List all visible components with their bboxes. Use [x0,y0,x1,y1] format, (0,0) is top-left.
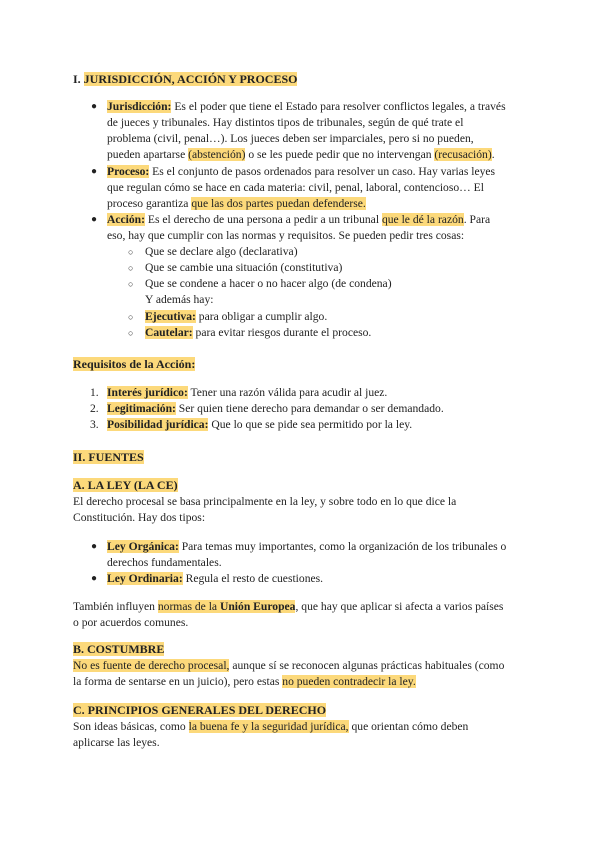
ley-line-2: Constitución. Hay dos tipos: [73,511,206,524]
ley-ordinaria-line: Ley Ordinaria: Regula el resto de cuestiones. [107,572,324,585]
sub-bullet-constitutiva: ○ [128,263,134,273]
accion-ejecutiva: Ejecutiva: para obligar a cumplir algo. [145,310,328,323]
accion-cautelar: Cautelar: para evitar riesgos durante el proceso. [145,326,372,339]
subsection-a-heading: A. LA LEY (LA CE) [73,478,178,492]
section-2-heading: II. FUENTES [73,450,144,464]
sub-bullet-cautelar: ○ [128,328,134,338]
requisito-posibilidad-juridica: Posibilidad jurídica: Que lo que se pide sea permitido por la ley. [107,418,413,431]
requisito-interes-juridico: Interés jurídico: Tener una razón válida para acudir al juez. [107,386,388,399]
sub-bullet-condena: ○ [128,279,134,289]
proceso-line-3: proceso garantiza que las dos partes puedan defenderse. [107,197,366,210]
bullet-proceso: ● [91,166,98,177]
requisito-2-number: 2. [90,402,99,415]
subsection-c-heading: C. PRINCIPIOS GENERALES DEL DERECHO [73,703,327,717]
principios-line-2: aplicarse las leyes. [73,736,160,749]
jurisdiccion-line-4: pueden apartarse (abstención) o se les puede pedir que no intervengan (recusación). [107,148,495,161]
sub-bullet-declarativa: ○ [128,247,134,257]
accion-condena: Que se condene a hacer o no hacer algo (de condena) [145,277,392,290]
bullet-ley-organica: ● [91,541,98,552]
requisito-legitimacion: Legitimación: Ser quien tiene derecho para demandar o ser demandado. [107,402,444,415]
requisitos-heading: Requisitos de la Acción: [73,357,196,371]
accion-ademas: Y además hay: [145,293,214,306]
costumbre-line-2: la forma de sentarse en un juicio), pero estas no pueden contradecir la ley. [73,675,416,688]
bullet-ley-ordinaria: ● [91,573,98,584]
proceso-line-2: que regulan cómo se hace en cada materia: civil, penal, laboral, contencioso… El [107,181,484,194]
ley-line-1: El derecho procesal se basa principalmente en la ley, y sobre todo en lo que dice la [73,495,457,508]
bullet-accion: ● [91,214,98,225]
proceso-line-1: Proceso: Es el conjunto de pasos ordenados para resolver un caso. Hay varias leyes [107,165,496,178]
subsection-b-heading: B. COSTUMBRE [73,642,165,656]
union-europea-line-2: o por acuerdos comunes. [73,616,189,629]
jurisdiccion-line-3: problema (civil, penal…). Los jueces deben ser imparciales, pero si no pueden, [107,132,474,145]
accion-constitutiva: Que se cambie una situación (constitutiva) [145,261,343,274]
section-1-heading: I. JURISDICCIÓN, ACCIÓN Y PROCESO [73,72,298,86]
requisito-3-number: 3. [90,418,99,431]
accion-line-2: eso, hay que cumplir con las normas y requisitos. Se pueden pedir tres cosas: [107,229,465,242]
accion-declarativa: Que se declare algo (declarativa) [145,245,298,258]
costumbre-line-1: No es fuente de derecho procesal, aunque sí se reconocen algunas prácticas habituales (como [73,659,505,672]
ley-organica-line-1: Ley Orgánica: Para temas muy importantes, como la organización de los tribunales o [107,540,507,553]
accion-line-1: Acción: Es el derecho de una persona a pedir a un tribunal que le dé la razón. Para [107,213,491,226]
ley-organica-line-2: derechos fundamentales. [107,556,222,569]
jurisdiccion-line-2: de jueces y tribunales. Hay distintos tipos de tribunales, según de qué trate el [107,116,464,129]
sub-bullet-ejecutiva: ○ [128,312,134,322]
bullet-jurisdiccion: ● [91,101,98,112]
jurisdiccion-line-1: Jurisdicción: Es el poder que tiene el Estado para resolver conflictos legales, a través [107,100,506,113]
requisito-1-number: 1. [90,386,99,399]
principios-line-1: Son ideas básicas, como la buena fe y la seguridad jurídica, que orientan cómo deben [73,720,469,733]
union-europea-line-1: También influyen normas de la Unión Europea, que hay que aplicar si afecta a varios países [73,600,504,613]
